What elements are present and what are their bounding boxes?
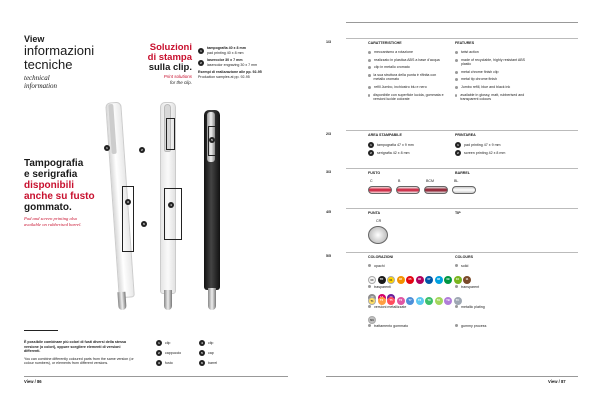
- section-title-en: FEATURES: [455, 41, 475, 45]
- clip-item-1: [198, 46, 288, 55]
- colour-swatch: TR: [378, 276, 386, 284]
- colour-swatch: 02: [397, 276, 405, 284]
- feature-item: twist action: [455, 50, 535, 55]
- marker-4: 4: [168, 193, 177, 211]
- marker-6: 6: [141, 212, 150, 230]
- colour-swatch: T8: [416, 297, 424, 305]
- colour-swatch: T9: [425, 297, 433, 305]
- barrel-label: BCM: [426, 179, 434, 183]
- section-title-it: FUSTO: [368, 171, 381, 175]
- bottom-rule: [24, 330, 58, 331]
- section-title-it: AREA STAMPABILE: [368, 133, 402, 137]
- tip-label: CR: [376, 219, 382, 223]
- tampo-line-3: disponibili: [24, 180, 74, 191]
- marker-3: 3: [125, 190, 134, 208]
- tampo-line-1: Tampografia: [24, 158, 84, 169]
- feature-item: available in glossy, matt, rubberised and transparent colours: [455, 93, 535, 102]
- clip-item-number: 1: [198, 48, 204, 54]
- marker-5: 5: [209, 128, 218, 146]
- marker-1: 1: [104, 136, 113, 154]
- bottom-text-en: You can combine differently coloured parts from the same version (or colour numbers), or elements from different versions.: [24, 356, 134, 366]
- section-title-en: BARREL: [455, 171, 470, 175]
- clip-heading-2: di stampa: [147, 52, 192, 63]
- print-area-clip-1: [166, 118, 175, 150]
- legend: [156, 340, 256, 366]
- features-it: [368, 50, 448, 105]
- clip-item-text: lasercolor 30 x 7 mm: [207, 58, 243, 63]
- right-footer-rule: [326, 376, 578, 377]
- right-top-rule: [346, 22, 578, 23]
- clip-item-sub: pad printing 40 x 8 mm: [207, 50, 244, 55]
- colour-transparent-label: trasparenti: [368, 285, 391, 290]
- clip-note-2: Production samples at pp. 92-95: [198, 74, 250, 79]
- legend-row: 2 cappuccio 5 cap: [156, 350, 256, 356]
- title-it-1: informazioni: [24, 43, 95, 58]
- colour-swatch: 05: [406, 276, 414, 284]
- section-number: 1/3: [326, 40, 331, 44]
- section-number: 5/5: [326, 254, 331, 258]
- printarea-it: 1 tampografia 47 x 9 mm 2 serigrafia 42 x 8 mm: [368, 142, 414, 156]
- colour-metallic-label-en: metallic plating: [455, 305, 485, 310]
- tip-swatch: [368, 226, 388, 244]
- feature-item: made of recyclable, highly resistant ABS plastic: [455, 58, 535, 67]
- section-title-it: CARATTERISTICHE: [368, 41, 402, 45]
- tampo-en-2: available on rubberised barrel.: [24, 222, 82, 227]
- left-footer: View / 86: [24, 379, 42, 384]
- tampo-line-2: e serigrafia: [24, 169, 78, 180]
- colour-swatch: 01: [387, 276, 395, 284]
- section-rule: [346, 208, 578, 209]
- section-number: 3/3: [326, 170, 331, 174]
- features-en: [455, 50, 535, 105]
- brand-title: View: [24, 34, 45, 44]
- section-number: 2/3: [326, 132, 331, 136]
- colour-swatch: TA: [435, 297, 443, 305]
- clip-sub-2: for the clip.: [169, 80, 192, 85]
- barrel-labels: [370, 179, 480, 184]
- colour-swatch: 09: [444, 276, 452, 284]
- clip-note-1: Esempi di realizzazione alle pp. 92-95: [198, 70, 262, 75]
- colour-transparent-label-en: transparent: [455, 285, 479, 290]
- section-rule: [346, 130, 578, 131]
- clip-item-sub: lasercolor engraving 30 x 7 mm: [207, 62, 258, 67]
- colour-swatch: M1: [368, 316, 376, 324]
- colour-solid-label: opachi: [368, 264, 385, 269]
- right-footer: View / 87: [548, 379, 566, 384]
- barrel-label: BL: [454, 179, 459, 183]
- title-en-1: technical: [24, 74, 50, 82]
- barrel-swatch: [396, 186, 420, 194]
- colour-swatch: 11: [463, 276, 471, 284]
- clip-item-number: 2: [198, 60, 204, 66]
- bottom-text-it: È possibile combinare più colori di fusti diversi della stessa versione (o colori), oppure scegliere elementi di versioni differenti.: [24, 340, 127, 354]
- tampo-heading: [24, 158, 95, 213]
- colour-swatch: T6: [397, 297, 405, 305]
- marker-2: 2: [139, 138, 148, 156]
- section-rule: [346, 168, 578, 169]
- section-title-en: TIP: [455, 211, 461, 215]
- colour-swatch: 08: [435, 276, 443, 284]
- colour-swatch: TC: [454, 297, 462, 305]
- colour-swatch: 00: [368, 276, 376, 284]
- feature-item: refill Jumbo, inchiostro blu e nero: [368, 85, 448, 90]
- colour-metallic-label: versioni metallizzate: [368, 305, 406, 310]
- colour-swatch: T5: [387, 297, 395, 305]
- colour-swatch: TB: [444, 297, 452, 305]
- printarea-en: 1 pad printing 47 x 9 mm 2 screen printing 42 x 8 mm: [455, 142, 505, 156]
- section-rule: [346, 38, 578, 39]
- legend-row: 3 fusto 6 barrel: [156, 360, 256, 366]
- clip-item-2: [198, 58, 288, 67]
- section-title-en: COLOURS: [455, 255, 473, 259]
- bottom-text: [24, 340, 136, 366]
- clip-sub-1: Print solutions: [163, 74, 192, 79]
- clip-heading-1: Soluzioni: [149, 42, 192, 53]
- barrel-swatch: [452, 186, 476, 194]
- feature-item: disponibile con superficie lucida, gommata e versioni lucide colorate: [368, 93, 448, 102]
- section-title-it: COLORAZIONI: [368, 255, 394, 259]
- left-footer-rule: [24, 376, 288, 377]
- barrel-swatches: [368, 186, 476, 194]
- clip-heading-3: sulla clip.: [148, 62, 192, 73]
- barrel-swatch: [368, 186, 392, 194]
- barrel-swatch: [424, 186, 448, 194]
- feature-item: meccanismo a rotazione: [368, 50, 448, 55]
- colour-swatch: T1: [368, 297, 376, 305]
- tampo-en: [24, 216, 82, 228]
- tampo-en-1: Pad and screen printing also: [24, 216, 78, 221]
- feature-item: la sua struttura della punta è rifinita con metallo cromato: [368, 73, 448, 82]
- colour-gummy-label: trattamento gommato: [368, 324, 408, 329]
- colour-solid-label-en: solid: [455, 264, 468, 269]
- colour-swatch: 07: [425, 276, 433, 284]
- section-rule: [346, 252, 578, 253]
- section-number: 4/5: [326, 210, 331, 214]
- colour-swatch: 10: [454, 276, 462, 284]
- legend-row: 1 clip 4 clip: [156, 340, 256, 346]
- title-it-2: tecniche: [24, 57, 73, 72]
- barrel-label: B: [398, 179, 401, 183]
- colour-gummy-label-en: gummy process: [455, 324, 486, 329]
- section-title-en: PRINTAREA: [455, 133, 476, 137]
- colour-swatch: 06: [416, 276, 424, 284]
- clip-item-text: tampografia 40 x 8 mm: [207, 46, 246, 50]
- colour-swatch: T2: [378, 297, 386, 305]
- barrel-label: C: [370, 179, 373, 183]
- tampo-line-4: anche su fusto: [24, 191, 95, 202]
- tampo-line-5: gommato.: [24, 202, 72, 213]
- colour-swatch: T7: [406, 297, 414, 305]
- section-title-it: PUNTA: [368, 211, 381, 215]
- clip-items: [198, 46, 288, 80]
- feature-item: metal tip chrome finish: [455, 77, 535, 82]
- feature-item: clip in metallo cromato: [368, 65, 448, 70]
- feature-item: metal chrome finish clip: [455, 70, 535, 75]
- feature-item: realizzato in plastica ABS a base d'acqua: [368, 58, 448, 63]
- feature-item: Jumbo refill, blue and black ink: [455, 85, 535, 90]
- title-en-2: information: [24, 82, 58, 90]
